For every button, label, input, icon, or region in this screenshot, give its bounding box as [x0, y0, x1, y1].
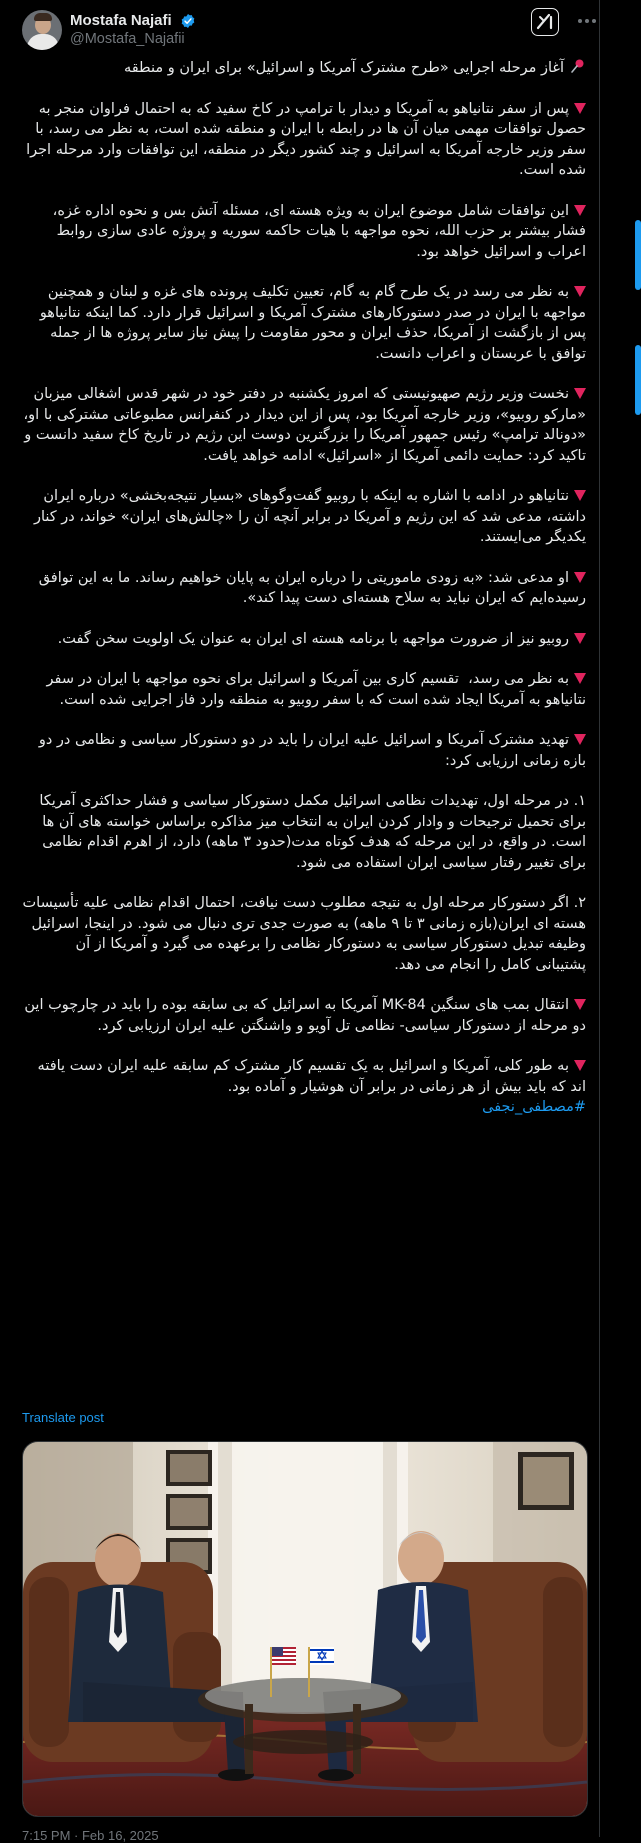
grok-icon[interactable] — [531, 8, 559, 36]
red-triangle-icon — [574, 388, 586, 399]
translate-post-link[interactable]: Translate post — [22, 1410, 104, 1425]
more-icon[interactable] — [573, 8, 601, 32]
red-triangle-icon — [574, 999, 586, 1010]
author-handle[interactable]: @Mostafa_Najafii — [70, 31, 185, 47]
paragraph: به نظر می رسد در یک طرح گام به گام، تعیین تکلیف پرونده های غزه و لبنان و همچنین مواجهه با ایران در صدر دستورکارهای مشترک آمریکا و اسرائیل قرار دارد. کما اینکه نتانیاهو پس از بازگشت از آمریکا، حذف ایران و محور مقاومت را پیش نیاز سایر پروژه ها از جمله توافق با عربستان و اعراب دانست. — [35, 284, 586, 362]
edge-tab — [635, 220, 641, 290]
paragraph: این توافقات شامل موضوع ایران به ویژه هسته ای، مسئله آتش بس و نحوه اداره غزه، فشار بیشتر بر حزب الله، نحوه مواجهه با هیات حاکمه سوریه و پروژه عادی سازی روابط اعراب و اسرائیل خواهد بود. — [48, 202, 586, 260]
paragraph: روبیو نیز از ضرورت مواجهه با برنامه هسته ای ایران به عنوان یک اولویت سخن گفت. — [22, 629, 586, 650]
tweet-photo[interactable] — [22, 1441, 588, 1817]
paragraph: به طور کلی، آمریکا و اسرائیل به یک تقسیم کار مشترک کم سابقه علیه ایران دست یافته اند که باید بیش از هر زمانی در برابر آن هوشیار و آماده بود. — [32, 1058, 586, 1095]
red-triangle-icon — [574, 1060, 586, 1071]
red-triangle-icon — [574, 205, 586, 216]
tweet-text — [17, 58, 586, 1118]
right-panel-edge — [600, 0, 641, 1837]
author-name[interactable]: Mostafa Najafi — [70, 12, 172, 29]
red-triangle-icon — [574, 286, 586, 297]
paragraph: پس از سفر نتانیاهو به آمریکا و دیدار با ترامپ در کاخ سفید که به احتمال فراوان منجر به حصول توافقات مهمی میان آن ها در رابطه با ایران و منطقه شده است، به نظر می رسد، با سفر وزیر خارجه آمریکا به اسرائیل و چند کشور دیگر در منطقه، این توافقات وارد مرحله اجرا شده است. — [21, 100, 586, 178]
red-triangle-icon — [574, 673, 586, 684]
pushpin-icon — [570, 58, 586, 74]
author-block[interactable] — [70, 10, 196, 47]
red-triangle-icon — [574, 572, 586, 583]
numbered-item: ۱. در مرحله اول، تهدیدات نظامی اسرائیل مکمل دستورکار سیاسی و فشار حداکثری آمریکا برای تحمیل ترجیحات و وادار کردن ایران به انتخاب میز مذاکره براساس خواسته های آن ها است. در واقع، در این مرحله که هدف کوتاه مدت(حدود ۳ ماهه) دارد، از اهرم اقدام نظامی برای تغییر رفتار سیاسی ایران استفاده می شود. — [34, 793, 586, 871]
tweet-title: آغاز مرحله اجرایی «طرح مشترک آمریکا و اسرائیل» برای ایران و منطقه — [22, 58, 586, 79]
paragraph: تهدید مشترک آمریکا و اسرائیل علیه ایران را باید در دو دستورکار سیاسی و نظامی در دو بازه زمانی ارزیابی کرد: — [34, 732, 586, 769]
paragraph: انتقال بمب های سنگین MK-84 آمریکا به اسرائیل که بی سابقه بوده را باید در چارچوب این دو مرحله از دستورکار سیاسی- نظامی تل آویو و واشنگتن علیه ایران ارزیابی کرد. — [19, 997, 586, 1034]
paragraph: او مدعی شد: «به زودی ماموریتی را درباره ایران به پایان خواهیم رساند. ما به این توافق رسیده‌ایم که ایران نباید به سلاح هسته‌ای دست پیدا کند». — [34, 569, 586, 606]
edge-tab — [635, 345, 641, 415]
tweet-timestamp[interactable]: 7:15 PM · Feb 16, 2025 — [22, 1828, 159, 1843]
red-triangle-icon — [574, 490, 586, 501]
numbered-item: ۲. اگر دستورکار مرحله اول به نتیجه مطلوب دست نیافت، احتمال اقدام نظامی علیه تأسیسات هسته ای ایران(بازه زمانی ۳ تا ۹ ماهه) به صورت جدی تری دنبال می شود. در اینجا، اسرائیل وظیفه تبدیل دستورکار سیاسی به دستورکار نظامی را برعهده می گیرد و آمریکا از آن پشتیبانی کامل را انجام می دهد. — [17, 895, 586, 973]
red-triangle-icon — [574, 103, 586, 114]
hashtag-line — [22, 1097, 586, 1118]
red-triangle-icon — [574, 633, 586, 644]
paragraph: نتانیاهو در ادامه با اشاره به اینکه با روبیو گفت‌وگوهای «بسیار نتیجه‌بخشی» درباره ایران داشته، مدعی شد که این رژیم و آمریکا در برابر آنچه آن را «چالش‌های ایران» خواند، در کنار یکدیگر می‌ایستند. — [29, 488, 586, 545]
meeting-photo-image — [23, 1442, 587, 1816]
avatar[interactable] — [22, 10, 62, 50]
hashtag-link[interactable]: #مصطفی_نجفی — [482, 1099, 586, 1115]
verified-badge-icon — [180, 13, 196, 29]
paragraph: به نظر می رسد، تقسیم کاری بین آمریکا و اسرائیل برای نحوه مواجهه با ایران در سفر نتانیاهو به آمریکا ایجاد شده است که با سفر روبیو به منطقه وارد فاز اجرایی شده است. — [41, 671, 586, 708]
tweet-header — [22, 0, 587, 56]
paragraph: نخست وزیر رژیم صهیونیستی که امروز یکشنبه در دفتر خود در شهر قدس اشغالی میزبان «مارکو روبیو»، وزیر خارجه آمریکا بود، پس از این دیدار در کنفرانس مطبوعاتی مشترکی با او، «دونالد ترامپ» رئیس جمهور آمریکا را بزرگترین دوست این رژیم در تاریخ کاخ سفید دانست و تاکید کرد: حمایت دائمی آمریکا از «اسرائیل» ادامه خواهد یافت. — [18, 386, 586, 464]
red-triangle-icon — [574, 734, 586, 745]
